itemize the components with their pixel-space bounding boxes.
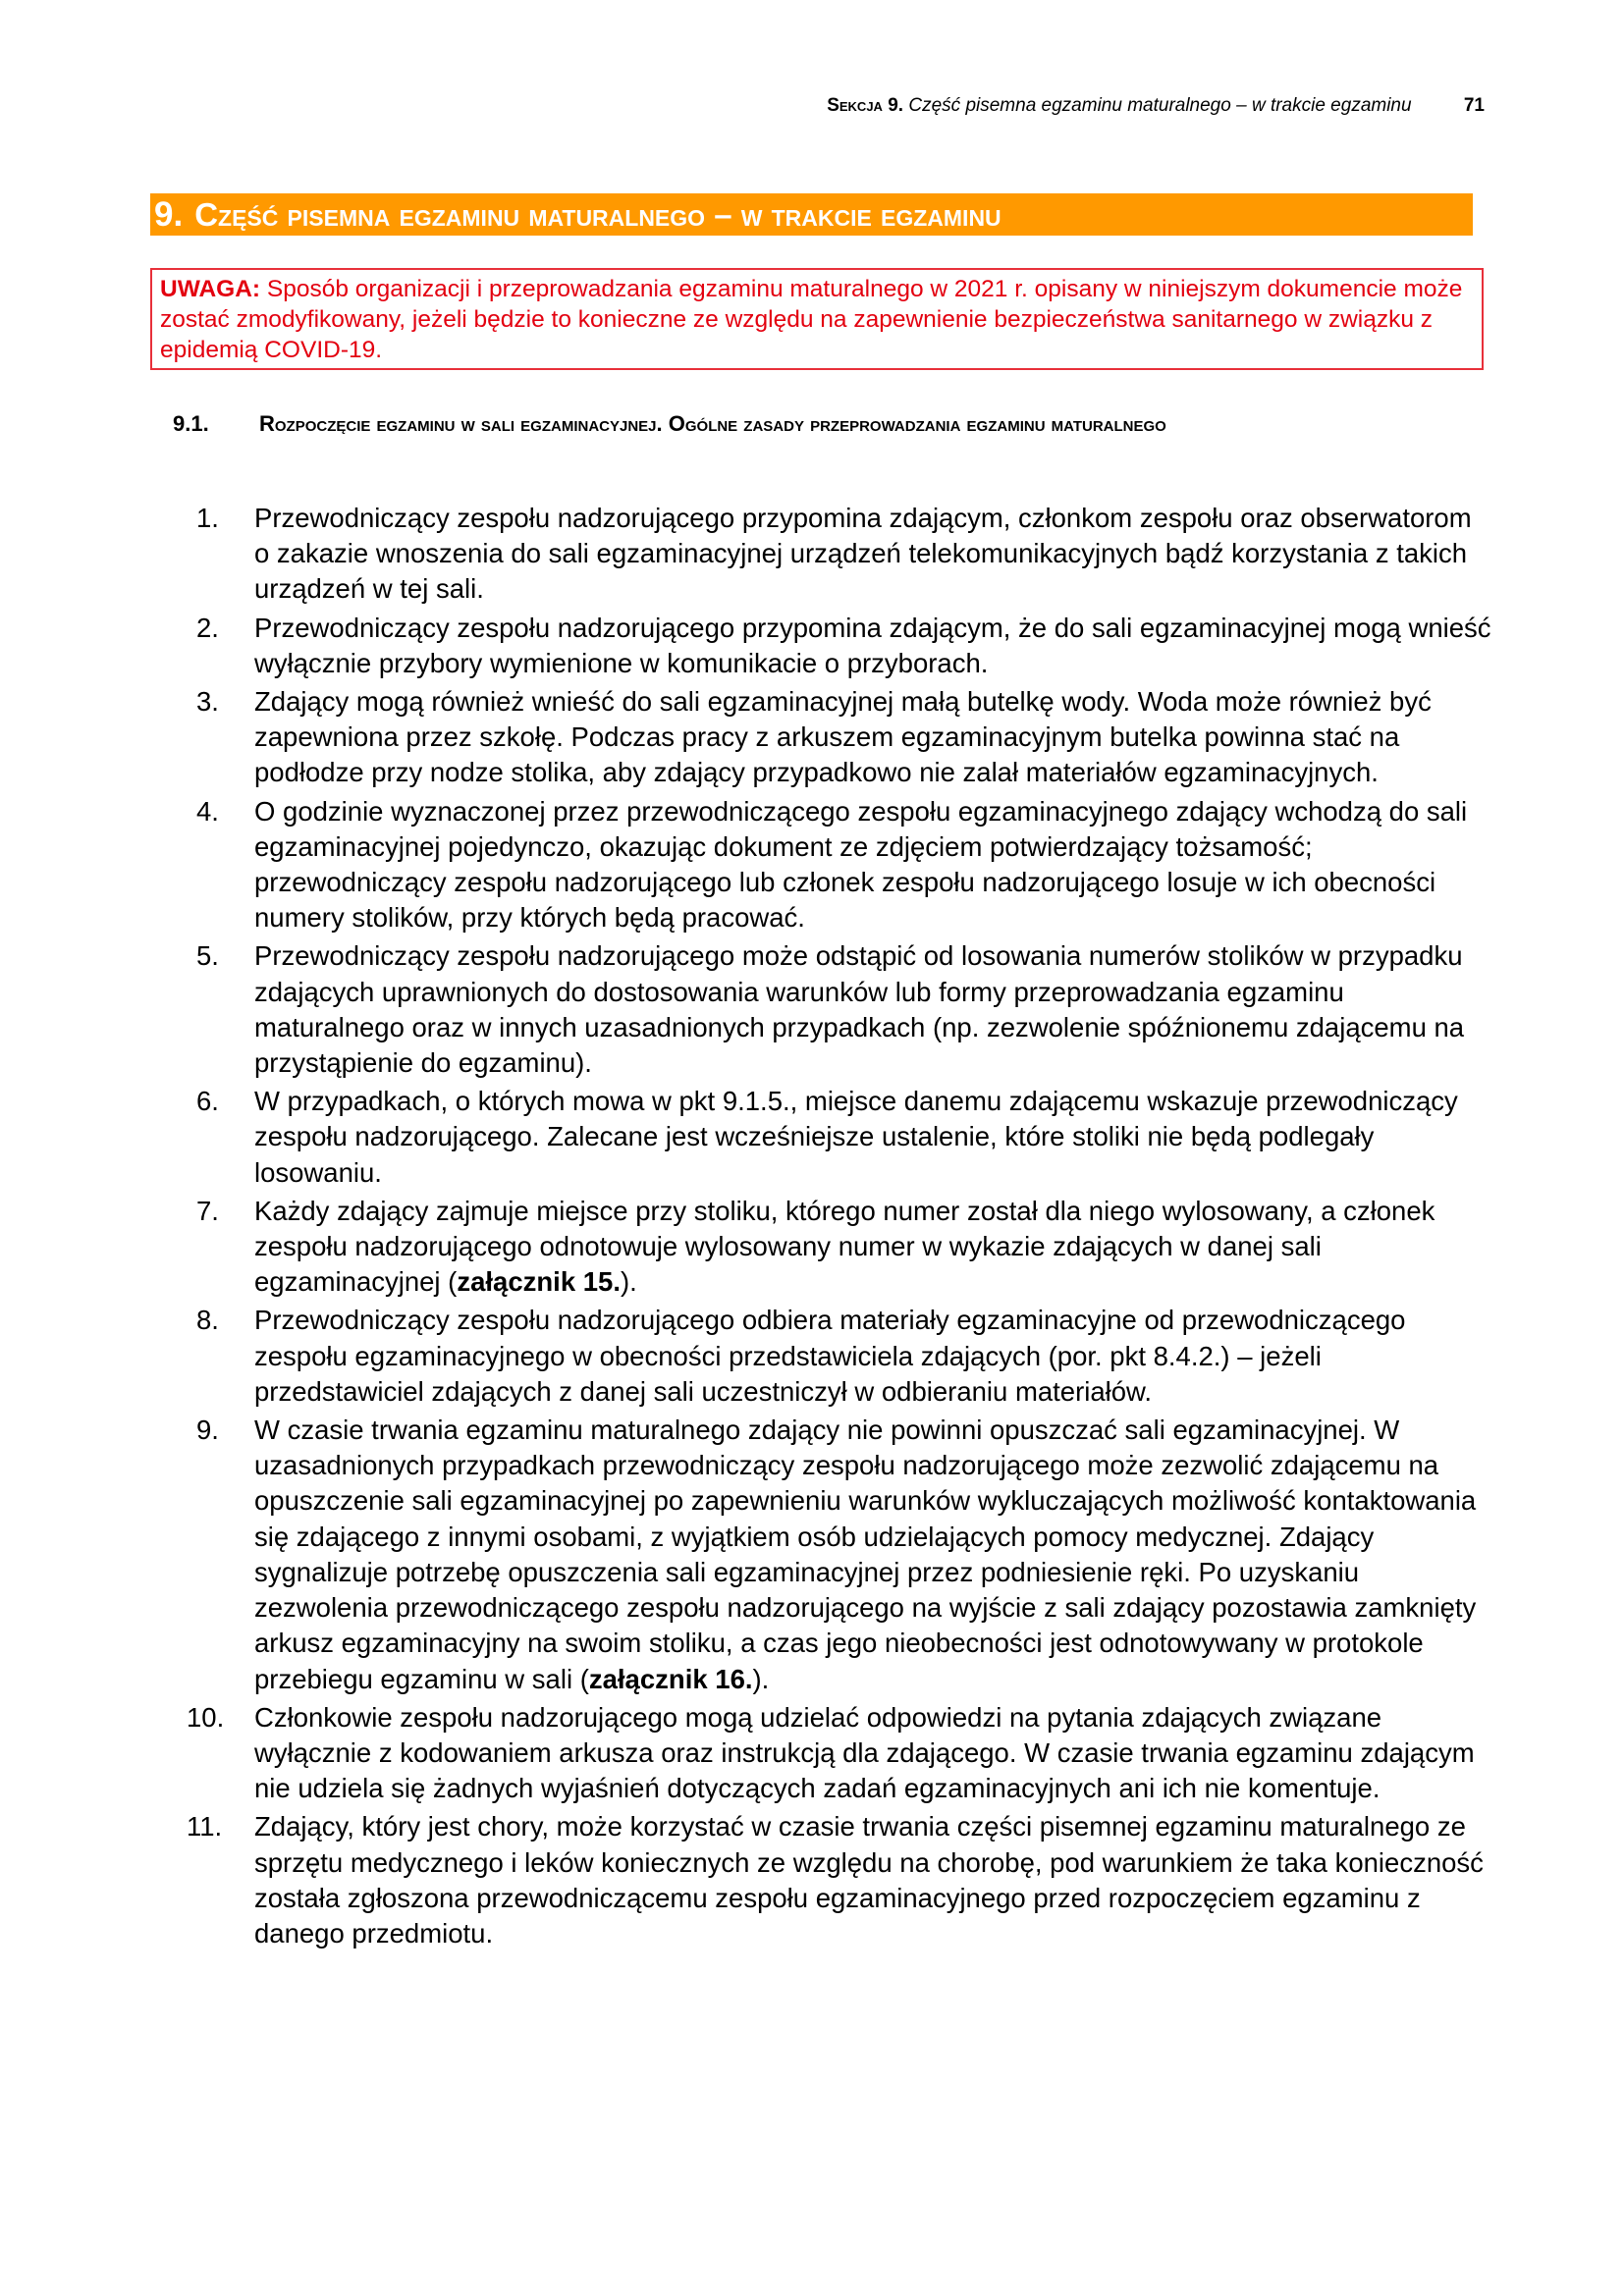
item-number: 2. xyxy=(196,612,219,643)
subsection-title: Rozpoczęcie egzaminu w sali egzaminacyjnej. Ogólne zasady przeprowadzania egzaminu maturalnego xyxy=(259,411,1166,436)
covid-notice-box xyxy=(150,268,1484,370)
item-text: Przewodniczący zespołu nadzorującego przypomina zdającym, członkom zespołu oraz obserwatorom o zakazie wnoszenia do sali egzaminacyjnej urządzeń telekomunikacyjnych bądź korzystania z takich urządzeń w tej sali. xyxy=(254,503,1472,605)
list-item xyxy=(196,611,1492,681)
subsection-number: 9.1. xyxy=(173,411,209,436)
annex-reference: załącznik 16. xyxy=(588,1663,753,1694)
chapter-heading xyxy=(150,193,1473,236)
list-item xyxy=(196,938,1492,1081)
list-item xyxy=(187,1809,1492,1951)
item-number: 8. xyxy=(196,1305,219,1336)
list-item xyxy=(187,1700,1492,1807)
item-text-end: ). xyxy=(752,1663,770,1694)
annex-reference: załącznik 15. xyxy=(457,1266,621,1298)
rules-list xyxy=(187,501,1492,1954)
item-text: Każdy zdający zajmuje miejsce przy stoliku, którego numer został dla niego wylosowany, a członek zespołu nadzorującego odnotowuje wylosowany numer w wykazie zdających w danej sali egzaminacyjnej ( xyxy=(254,1195,1435,1298)
running-header xyxy=(0,94,1485,118)
list-item xyxy=(196,794,1492,936)
item-number: 9. xyxy=(196,1415,219,1446)
item-text-end: ). xyxy=(620,1266,637,1298)
list-item xyxy=(196,1413,1492,1697)
chapter-number: 9. xyxy=(154,195,184,234)
item-text: W czasie trwania egzaminu maturalnego zdający nie powinni opuszczać sali egzaminacyjnej. W uzasadnionych przypadkach przewodniczący zespołu nadzorującego może zezwolić zdającemu na opuszczenie sali egzaminacyjnej po zapewnieniu warunków wykluczających możliwość kontaktowania się zdającego z innymi osobami, z wyjątkiem osób udzielających pomocy medycznej. Zdający sygnalizuje potrzebę opuszczenia sali egzaminacyjnej przez podniesienie ręki. Po uzyskaniu zezwolenia przewodniczącego zespołu nadzorującego na wyjście z sali zdający pozostawia zamknięty arkusz egzaminacyjny na swoim stoliku, a czas jego nieobecności jest odnotowywany w protokole przebiegu egzaminu w sali ( xyxy=(254,1415,1477,1694)
item-text: Zdający mogą również wnieść do sali egzaminacyjnej małą butelkę wody. Woda może również być zapewniona przez szkołę. Podczas pracy z arkuszem egzaminacyjnym butelka powinna stać na podłodze przy nodze stolika, aby zdający przypadkowo nie zalał materiałów egzaminacyjnych. xyxy=(254,686,1432,788)
item-text: O godzinie wyznaczonej przez przewodniczącego zespołu egzaminacyjnego zdający wchodzą do sali egzaminacyjnej pojedynczo, okazując dokument ze zdjęciem potwierdzający tożsamość; przewodniczący zespołu nadzorującego lub członek zespołu nadzorującego losuje w ich obecności numery stolików, przy których będą pracować. xyxy=(254,795,1468,934)
notice-label: UWAGA: xyxy=(160,276,261,302)
section-number: 9. xyxy=(888,95,904,116)
item-number: 4. xyxy=(196,795,219,827)
chapter-title: Część pisemna egzaminu maturalnego – w trakcie egzaminu xyxy=(194,196,1001,233)
item-text: Przewodniczący zespołu nadzorującego odbiera materiały egzaminacyjne od przewodniczącego zespołu egzaminacyjnego w obecności przedstawiciela zdających (por. pkt 8.4.2.) – jeżeli przedstawiciel zdających z danej sali uczestniczył w odbieraniu materiałów. xyxy=(254,1305,1406,1407)
section-title: Część pisemna egzaminu maturalnego – w trakcie egzaminu xyxy=(908,95,1412,116)
page-number: 71 xyxy=(1463,95,1485,116)
item-number: 5. xyxy=(196,940,219,972)
item-text: Członkowie zespołu nadzorującego mogą udzielać odpowiedzi na pytania zdających związane wyłącznie z kodowaniem arkusza oraz instrukcją dla zdającego. W czasie trwania egzaminu zdającym nie udziela się żadnych wyjaśnień dotyczących zadań egzaminacyjnych ani ich nie komentuje. xyxy=(254,1701,1475,1804)
list-item xyxy=(196,1303,1492,1410)
item-number: 10. xyxy=(187,1701,225,1733)
item-number: 6. xyxy=(196,1086,219,1117)
item-text: Zdający, który jest chory, może korzystać w czasie trwania części pisemnej egzaminu maturalnego ze sprzętu medycznego i leków koniecznych ze względu na chorobę, pod warunkiem że taka konieczność została zgłoszona przewodniczącemu zespołu egzaminacyjnego przed rozpoczęciem egzaminu z danego przedmiotu. xyxy=(254,1811,1484,1949)
item-text: Przewodniczący zespołu nadzorującego przypomina zdającym, że do sali egzaminacyjnej mogą wnieść wyłącznie przybory wymienione w komunikacie o przyborach. xyxy=(254,612,1491,678)
item-text: Przewodniczący zespołu nadzorującego może odstąpić od losowania numerów stolików w przypadku zdających uprawnionych do dostosowania warunków lub formy przeprowadzania egzaminu maturalnego oraz w innych uzasadnionych przypadkach (np. zezwolenie spóźnionemu zdającemu na przystąpienie do egzaminu). xyxy=(254,940,1465,1079)
list-item xyxy=(196,1194,1492,1301)
item-number: 1. xyxy=(196,503,219,533)
list-item xyxy=(196,684,1492,791)
item-text: W przypadkach, o których mowa w pkt 9.1.5., miejsce danemu zdającemu wskazuje przewodniczący zespołu nadzorującego. Zalecane jest wcześniejsze ustalenie, które stoliki nie będą podlegały losowaniu. xyxy=(254,1086,1458,1188)
subsection-heading xyxy=(173,408,1449,440)
section-label: Sekcja xyxy=(827,95,883,116)
item-number: 7. xyxy=(196,1195,219,1226)
notice-text: Sposób organizacji i przeprowadzania egzaminu maturalnego w 2021 r. opisany w niniejszym dokumencie może zostać zmodyfikowany, jeżeli będzie to konieczne ze względu na zapewnienie bezpieczeństwa sanitarnego w związku z epidemią COVID-19. xyxy=(160,276,1463,363)
list-item xyxy=(196,1084,1492,1191)
item-number: 3. xyxy=(196,686,219,718)
item-number: 11. xyxy=(187,1811,223,1842)
list-item xyxy=(196,501,1492,608)
